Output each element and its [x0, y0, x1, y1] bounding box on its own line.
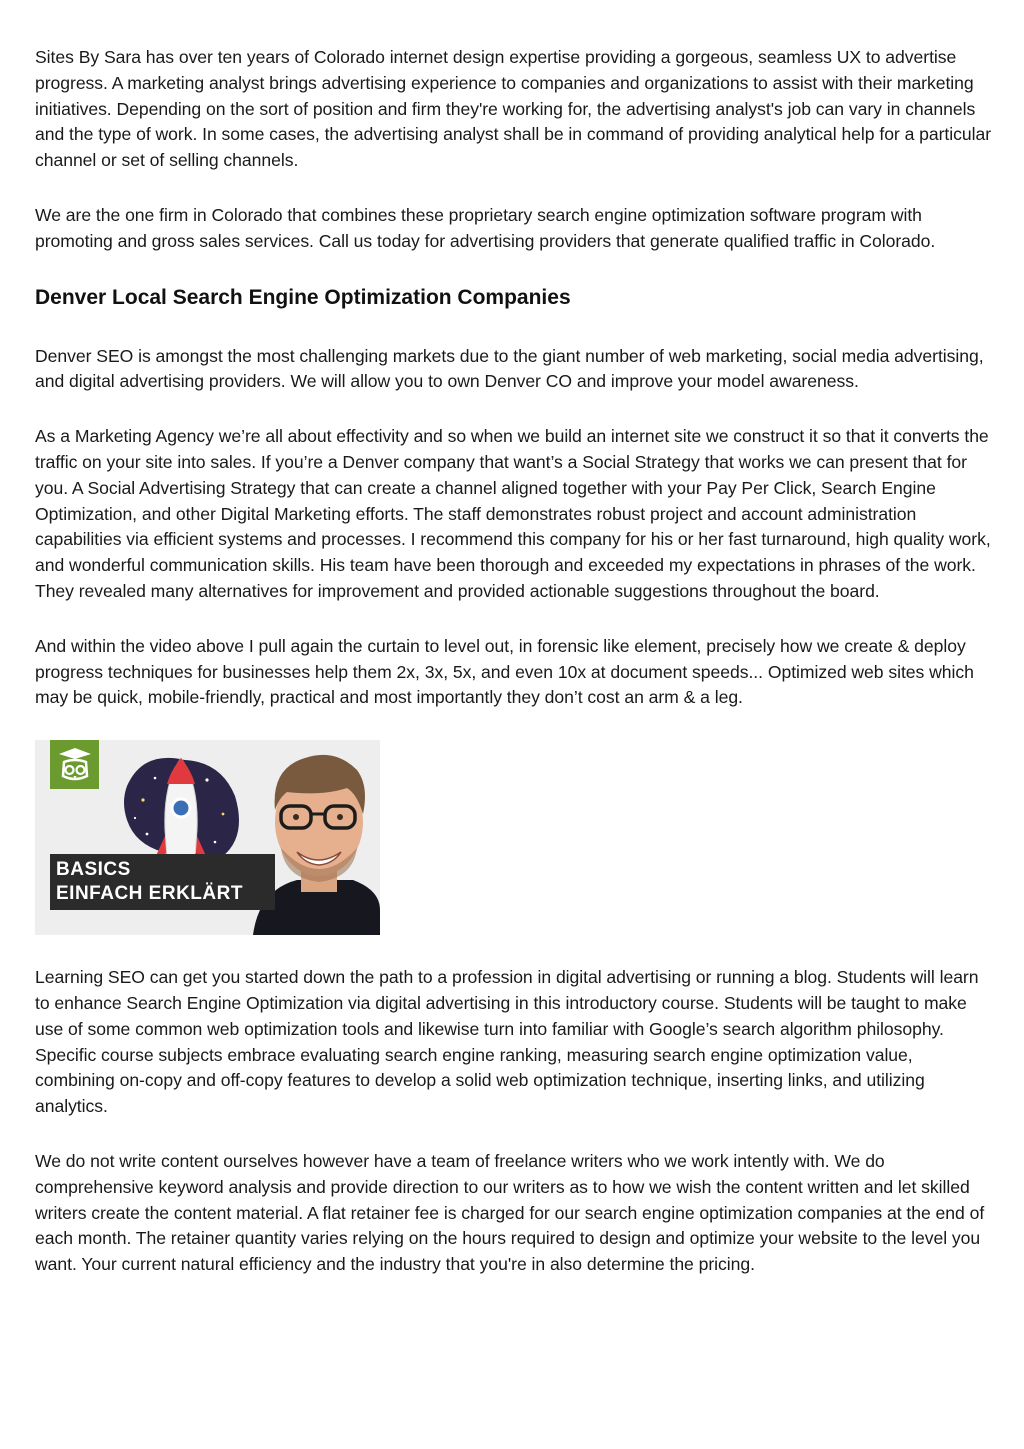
- intro-paragraph-1: Sites By Sara has over ten years of Colorado internet design expertise providing a gorgeous, seamless UX to advertise progress. A marketing analyst brings advertising experience to companies and organizations to assist with their marketing initiatives. Depending on the sort of position and firm they're working for, the advertising analyst's job can vary in channels and the type of work. In some cases, the advertising analyst shall be in command of providing analytical help for a particular channel or set of selling channels.: [35, 47, 992, 171]
- body-paragraph-1: Denver SEO is amongst the most challenging markets due to the giant number of web marketing, social media advertising, and digital advertising providers. We will allow you to own Denver CO and improve your model awareness.: [35, 345, 984, 392]
- thumbnail-caption: [50, 854, 275, 910]
- body-paragraph-3: And within the video above I pull again the curtain to level out, in forensic like element, precisely how we create & deploy progress techniques for businesses help them 2x, 3x, 5x, and even 10x at document speeds... Optimized web sites which may be quick, mobile-friendly, practical and most importantly they don’t cost an arm & a leg.: [35, 635, 974, 708]
- thumbnail-caption-line-2: EINFACH ERKLÄRT: [56, 883, 243, 905]
- body-paragraph-4: Learning SEO can get you started down the path to a profession in digital advertising or running a blog. Students will learn to enhance Search Engine Optimization via digital advertising in this introductory course. Students will be taught to make use of some common web optimization tools and likewise turn into familiar with Google’s search algorithm philosophy. Specific course subjects embrace evaluating search engine ranking, measuring search engine optimization value, combining on-copy and off-copy features to develop a solid web optimization technique, inserting links, and utilizing analytics.: [35, 967, 979, 1117]
- section-heading: Denver Local Search Engine Optimization Companies: [35, 285, 571, 309]
- thumbnail-caption-line-1: BASICS: [56, 859, 131, 881]
- body-paragraph-2: As a Marketing Agency we’re all about effectivity and so when we build an internet site we construct it so that it converts the traffic on your site into sales. If you’re a Denver company that want’s a Social Strategy that works we can present that for you. A Social Advertising Strategy that can create a channel aligned together with your Pay Per Click, Search Engine Optimization, and other Digital Marketing efforts. The staff demonstrates robust project and account administration capabilities via efficient systems and processes. I recommend this company for his or her fast turnaround, high quality work, and wonderful communication skills. His team have been thorough and exceeded my expectations in phrases of the work. They revealed many alternatives for improvement and provided actionable suggestions throughout the board.: [35, 426, 991, 601]
- owl-logo-icon: [50, 740, 99, 789]
- intro-paragraph-2: We are the one firm in Colorado that combines these proprietary search engine optimization software program with promoting and gross sales services. Call us today for advertising providers that generate qualified traffic in Colorado.: [35, 204, 936, 251]
- body-paragraph-5: We do not write content ourselves however have a team of freelance writers who we work intently with. We do comprehensive keyword analysis and provide direction to our writers as to how we wish the content written and let skilled writers create the content material. A flat retainer fee is charged for our search engine optimization companies at the end of each month. The retainer quantity varies relying on the hours required to design and optimize your website to the level you want. Your current natural efficiency and the industry that you're in also determine the pricing.: [35, 1150, 985, 1275]
- video-thumbnail[interactable]: [35, 740, 380, 935]
- article: [35, 45, 995, 1307]
